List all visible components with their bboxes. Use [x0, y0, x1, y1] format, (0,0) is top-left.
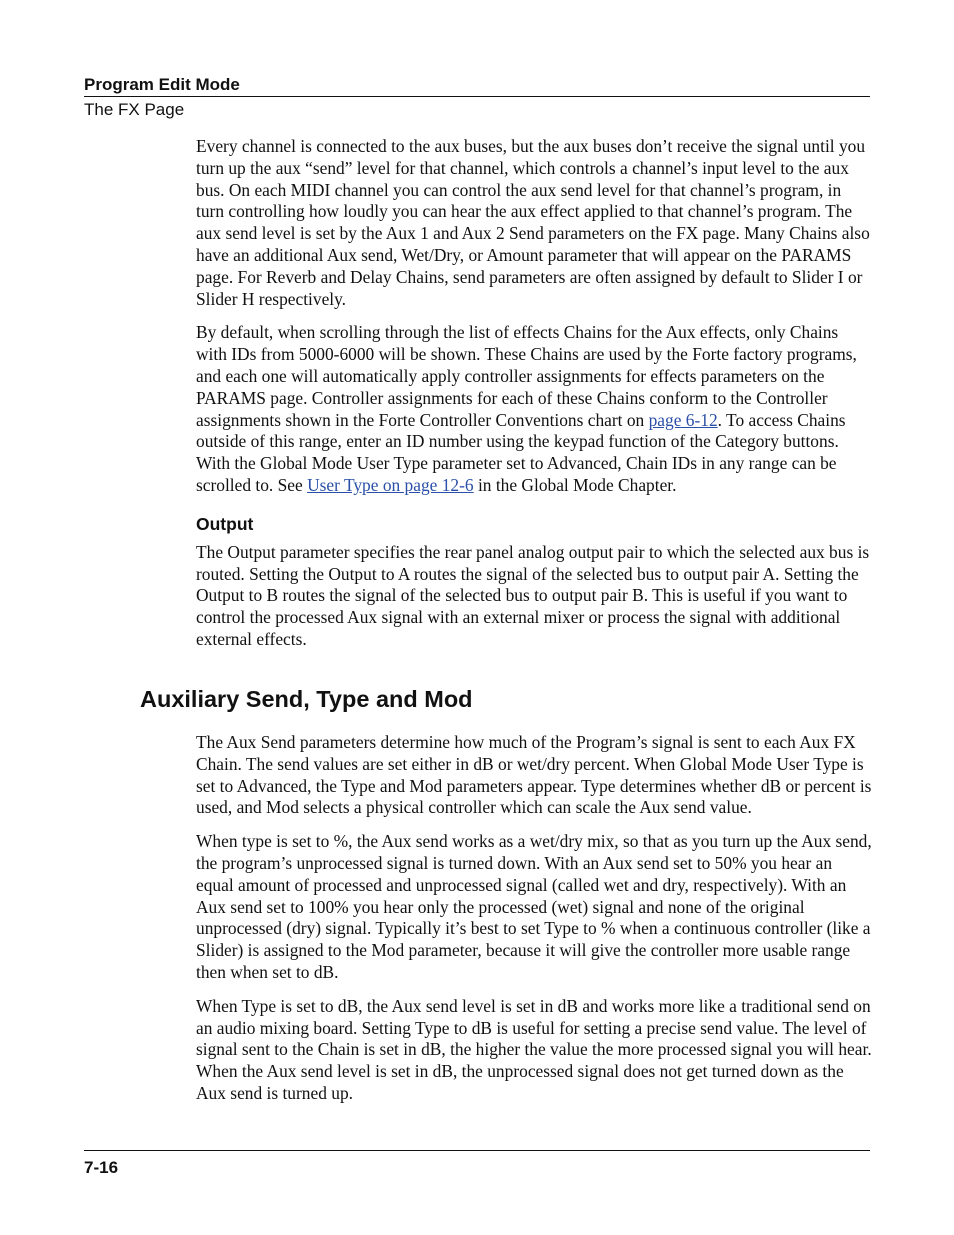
footer-rule [84, 1150, 870, 1151]
chapter-title: Program Edit Mode [84, 75, 240, 94]
section-title: The FX Page [84, 100, 185, 119]
aux-section-heading: Auxiliary Send, Type and Mod [140, 686, 473, 712]
intro-section [196, 136, 872, 663]
user-type-link[interactable]: User Type on page 12-6 [307, 474, 474, 495]
aux-paragraph-3: When Type is set to dB, the Aux send level is set in dB and works more like a traditional send on an audio mixing board. Setting Type to dB is useful for setting a precise send value. The level of signal sent to the Chain is set in dB, the higher the value the more processed signal you will hear. When the Aux send level is set in dB, the unprocessed signal does not get turned down as the Aux send is turned up. [196, 995, 872, 1103]
page-6-12-link[interactable]: page 6-12 [648, 409, 718, 430]
intro-paragraph-2-text-a: By default, when scrolling through the list of effects Chains for the Aux effects, only Chains with IDs from 5000-6000 will be shown. These Chains are used by the Forte factory programs, and each one will automatically apply controller assignments for effects parameters on the PARAMS page. Controller assignments for each of these Chains conform to the Controller assignments shown in the Forte Controller Conventions chart on [196, 322, 857, 430]
aux-paragraph-1: The Aux Send parameters determine how much of the Program’s signal is sent to each Aux FX Chain. The send values are set either in dB or wet/dry percent. When Global Mode User Type is set to Advanced, the Type and Mod parameters appear. Type determines whether dB or percent is used, and Mod selects a physical controller which can scale the Aux send value. [196, 732, 872, 818]
output-paragraph: The Output parameter specifies the rear panel analog output pair to which the selected aux bus is routed. Setting the Output to A routes the signal of the selected bus to output pair A. Setting the Output to B routes the signal of the selected bus to output pair B. This is useful if you want to control the processed Aux signal with an external mixer or process the signal with additional external effects. [196, 541, 870, 649]
intro-paragraph-2 [196, 322, 872, 496]
output-heading: Output [196, 513, 254, 534]
aux-section-body [196, 732, 872, 1117]
intro-paragraph-2-text-b: . To access Chains outside of this range, enter an ID number using the keypad function of the Category buttons. With the Global Mode User Type parameter set to Advanced, Chain IDs in any range can be scrolled to. See [196, 409, 846, 495]
header-rule [84, 96, 870, 97]
running-header [84, 74, 870, 122]
intro-paragraph-1: Every channel is connected to the aux buses, but the aux buses don’t receive the signal until you turn up the aux “send” level for that channel, which controls a channel’s input level to the aux bus. On each MIDI channel you can control the aux send level for that channel’s program, in turn controlling how loudly you can hear the aux effect applied to that channel’s program. The aux send level is set by the Aux 1 and Aux 2 Send parameters on the FX page. Many Chains also have an additional Aux send, Wet/Dry, or Amount parameter that will appear on the PARAMS page. For Reverb and Delay Chains, send parameters are often assigned by default to Slider I or Slider H respectively. [196, 136, 870, 309]
aux-paragraph-2: When type is set to %, the Aux send works as a wet/dry mix, so that as you turn up the Aux send, the program’s unprocessed signal is turned down. With an Aux send set to 50% you hear an equal amount of processed and unprocessed signal (called wet and dry, respectively). With an Aux send set to 100% you hear only the processed (wet) signal and none of the original unprocessed (dry) signal. Typically it’s best to set Type to % when a continuous controller (like a Slider) is assigned to the Mod parameter, because it will give the controller more usable range then when set to dB. [196, 831, 872, 982]
page-number: 7-16 [84, 1158, 119, 1177]
intro-paragraph-2-text-c: in the Global Mode Chapter. [473, 474, 677, 495]
